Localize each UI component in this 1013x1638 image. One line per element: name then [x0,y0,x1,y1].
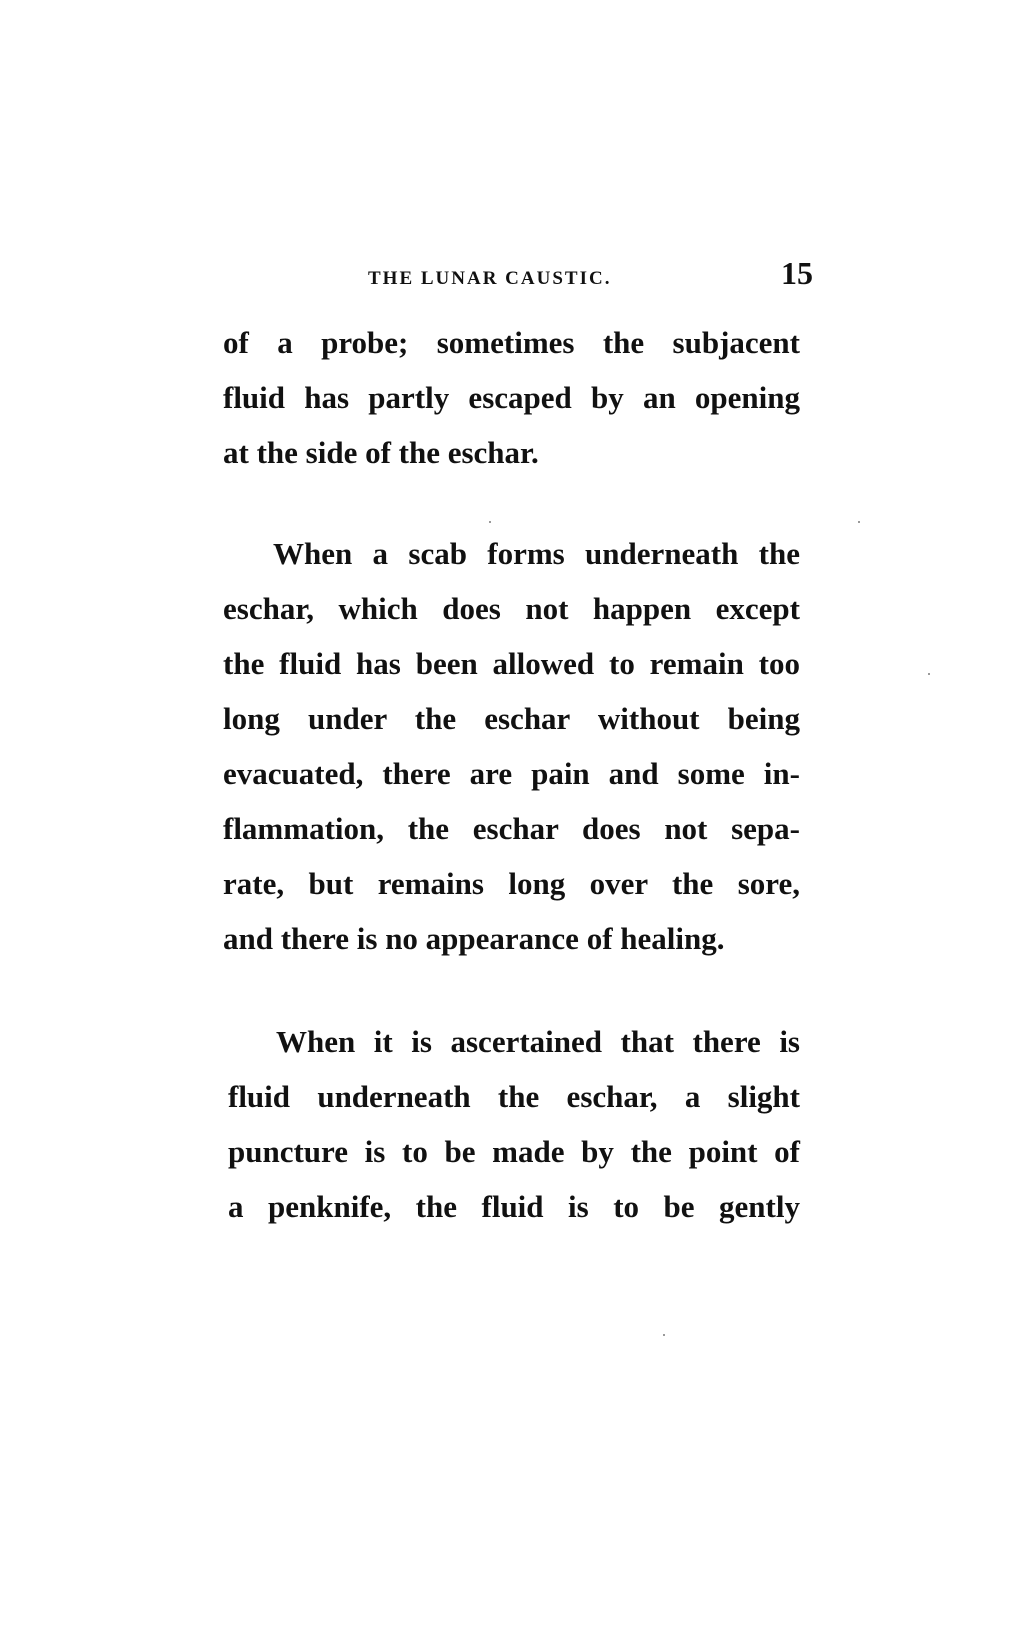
running-title: THE LUNAR CAUSTIC. [368,268,612,289]
paragraph-1-line-3: at the side of the eschar. [223,435,539,470]
paragraph-2-line-5: evacuated, there are pain and some in- [223,756,800,791]
scan-speck [858,521,860,523]
paragraph-3-line-4: a penknife, the fluid is to be gently [228,1189,800,1224]
paragraph-2-line-2: eschar, which does not happen except [223,591,800,626]
paragraph-3-line-1: When it is ascertained that there is [276,1024,800,1059]
paragraph-2-line-7: rate, but remains long over the sore, [223,866,800,901]
scan-speck [928,673,930,675]
paragraph-2-line-1: When a scab forms underneath the [273,536,800,571]
paragraph-1-line-2: fluid has partly escaped by an opening [223,380,800,415]
page-number: 15 [781,255,813,291]
paragraph-3-line-3: puncture is to be made by the point of [228,1134,800,1169]
paragraph-2-line-8: and there is no appearance of healing. [223,921,725,956]
paragraph-1-line-1: of a probe; sometimes the subjacent [223,325,800,360]
paragraph-2-line-3: the fluid has been allowed to remain too [223,646,800,681]
paragraph-2-line-6: flammation, the eschar does not sepa- [223,811,800,846]
scan-speck [489,521,491,523]
paragraph-2-line-4: long under the eschar without being [223,701,800,736]
scan-speck [663,1334,665,1336]
paragraph-3-line-2: fluid underneath the eschar, a slight [228,1079,800,1114]
